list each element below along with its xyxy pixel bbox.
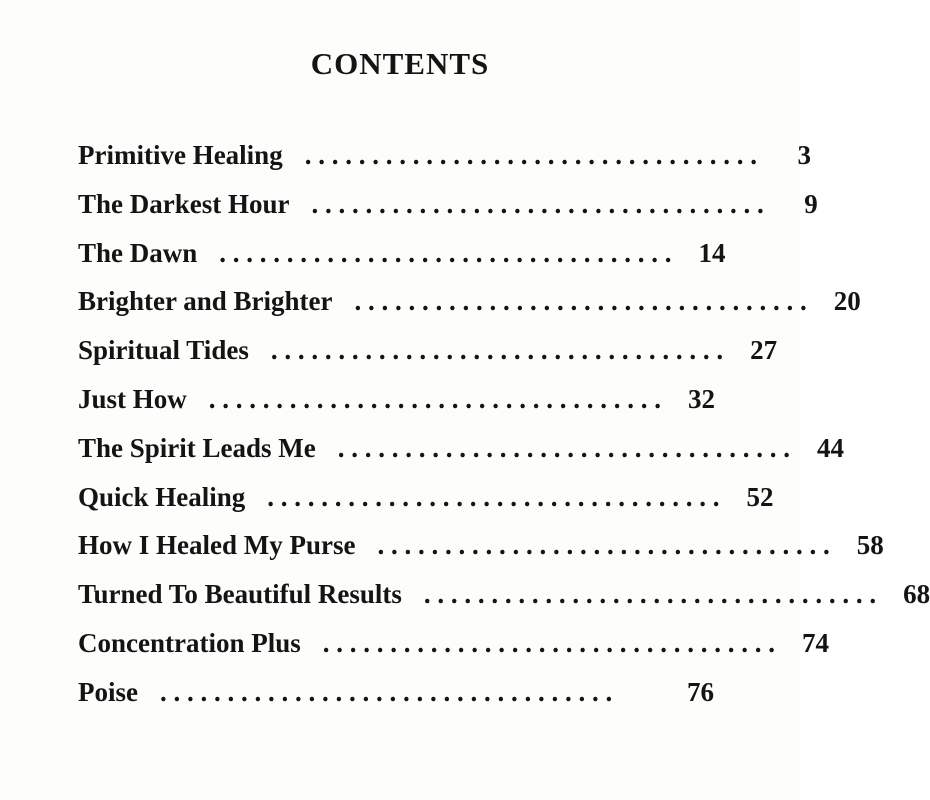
table-of-contents xyxy=(78,140,930,726)
toc-entry-page: 20 xyxy=(833,286,861,317)
toc-entry-title: The Darkest Hour xyxy=(78,188,290,219)
toc-entry xyxy=(78,677,714,726)
toc-entry-page: 44 xyxy=(817,432,845,463)
dot-leader: . . . . . . . . . . . . . . . . . . . . . . . . . . . . . . . . . . xyxy=(311,188,764,219)
toc-entry xyxy=(78,237,726,287)
page-title: CONTENTS xyxy=(310,46,490,81)
dot-leader: . . . . . . . . . . . . . . . . . . . . . . . . . . . . . . . . . . xyxy=(304,140,757,170)
toc-entry-page: 9 xyxy=(804,188,818,219)
dot-leader: . . . . . . . . . . . . . . . . . . . . . . . . . . . . . . . . . . xyxy=(270,335,724,366)
toc-entry-title: Poise xyxy=(78,676,138,707)
toc-entry-page: 27 xyxy=(750,335,778,366)
dot-leader: . . . . . . . . . . . . . . . . . . . . . . . . . . . . . . . . . . xyxy=(423,579,877,610)
dot-leader: . . . . . . . . . . . . . . . . . . . . . . . . . . . . . . . . . . xyxy=(208,383,662,414)
toc-entry-title: Spiritual Tides xyxy=(78,335,249,366)
toc-entry-page: 32 xyxy=(688,383,716,414)
toc-entry xyxy=(78,188,818,238)
toc-entry xyxy=(78,530,884,579)
toc-entry-title: Quick Healing xyxy=(78,481,246,512)
toc-entry xyxy=(78,627,829,677)
toc-entry xyxy=(78,335,778,384)
toc-entry-title: Turned To Beautiful Results xyxy=(78,579,402,610)
toc-entry xyxy=(78,286,861,335)
toc-entry xyxy=(78,384,714,433)
dot-leader: . . . . . . . . . . . . . . . . . . . . . . . . . . . . . . . . . . xyxy=(322,627,775,658)
toc-entry-page: 52 xyxy=(746,481,774,512)
toc-entry-title: Just How xyxy=(78,383,187,414)
toc-entry-title: The Spirit Leads Me xyxy=(78,432,316,463)
dot-leader: . . . . . . . . . . . . . . . . . . . . . . . . . . . . . . . . . . xyxy=(160,676,613,707)
toc-entry-title: Concentration Plus xyxy=(78,627,301,658)
dot-leader: . . . . . . . . . . . . . . . . . . . . . . . . . . . . . . . . . . xyxy=(337,432,791,463)
dot-leader: . . . . . . . . . . . . . . . . . . . . . . . . . . . . . . . . . . xyxy=(377,530,830,561)
dot-leader: . . . . . . . . . . . . . . . . . . . . . . . . . . . . . . . . . . xyxy=(267,481,720,512)
toc-entry xyxy=(78,579,930,628)
toc-entry xyxy=(78,140,811,189)
toc-entry xyxy=(78,432,845,482)
toc-entry-title: Brighter and Brighter xyxy=(78,286,333,317)
toc-entry-page: 3 xyxy=(797,140,811,170)
toc-entry-title: Primitive Healing xyxy=(78,140,283,170)
toc-entry-page: 14 xyxy=(698,237,726,268)
toc-entry-page: 76 xyxy=(687,676,714,707)
toc-entry-page: 68 xyxy=(903,579,930,610)
dot-leader: . . . . . . . . . . . . . . . . . . . . . . . . . . . . . . . . . . xyxy=(354,286,807,317)
dot-leader: . . . . . . . . . . . . . . . . . . . . . . . . . . . . . . . . . . xyxy=(219,237,672,268)
toc-entry-page: 74 xyxy=(802,627,829,658)
toc-entry-title: The Dawn xyxy=(78,237,198,268)
toc-entry xyxy=(78,481,774,531)
toc-entry-page: 58 xyxy=(856,530,884,561)
toc-entry-title: How I Healed My Purse xyxy=(78,530,356,561)
